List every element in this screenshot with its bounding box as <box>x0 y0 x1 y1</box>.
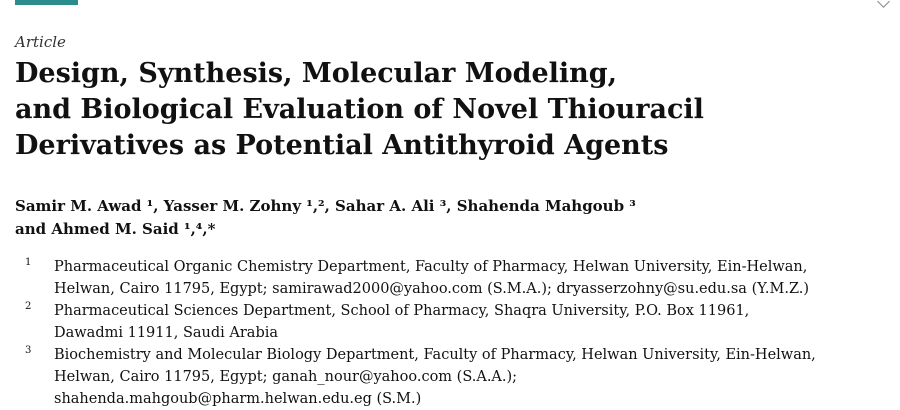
paper-title <box>15 56 875 164</box>
affiliation-number: 2 <box>25 301 32 312</box>
affiliation-item <box>15 256 895 300</box>
affiliation-line: Pharmaceutical Sciences Department, School of Pharmacy, Shaqra University, P.O. Box 11961, <box>54 303 750 319</box>
affiliation-line: Dawadmi 11911, Saudi Arabia <box>54 325 279 341</box>
affiliation-number: 3 <box>25 345 32 356</box>
chevron-down-icon <box>877 0 890 8</box>
title-line: Design, Synthesis, Molecular Modeling, <box>15 58 618 89</box>
affiliation-item <box>15 300 895 344</box>
journal-logo-bar <box>15 0 78 5</box>
affiliation-line: Helwan, Cairo 11795, Egypt; ganah_nour@yahoo.com (S.A.A.); <box>54 369 518 385</box>
title-line: Derivatives as Potential Antithyroid Agents <box>15 130 669 161</box>
affiliation-line: Pharmaceutical Organic Chemistry Department, Faculty of Pharmacy, Helwan University, Ein-Helwan, <box>54 259 808 275</box>
affiliation-line: shahenda.mahgoub@pharm.helwan.edu.eg (S.M.) <box>54 391 422 407</box>
author-line: Samir M. Awad ¹, Yasser M. Zohny ¹,², Sahar A. Ali ³, Shahenda Mahgoub ³ <box>15 197 636 215</box>
affiliation-item <box>15 344 895 410</box>
affiliation-number: 1 <box>25 257 32 268</box>
affiliation-line: Biochemistry and Molecular Biology Department, Faculty of Pharmacy, Helwan University, Ein-Helwan, <box>54 347 816 363</box>
affiliation-list <box>15 256 895 410</box>
affiliation-line: Helwan, Cairo 11795, Egypt; samirawad2000@yahoo.com (S.M.A.); dryasserzohny@su.edu.sa (Y.M.Z.) <box>54 281 810 297</box>
author-list <box>15 195 636 241</box>
title-line: and Biological Evaluation of Novel Thiouracil <box>15 94 704 125</box>
author-line: and Ahmed M. Said ¹,⁴,* <box>15 220 216 238</box>
article-type-label: Article <box>15 33 66 51</box>
